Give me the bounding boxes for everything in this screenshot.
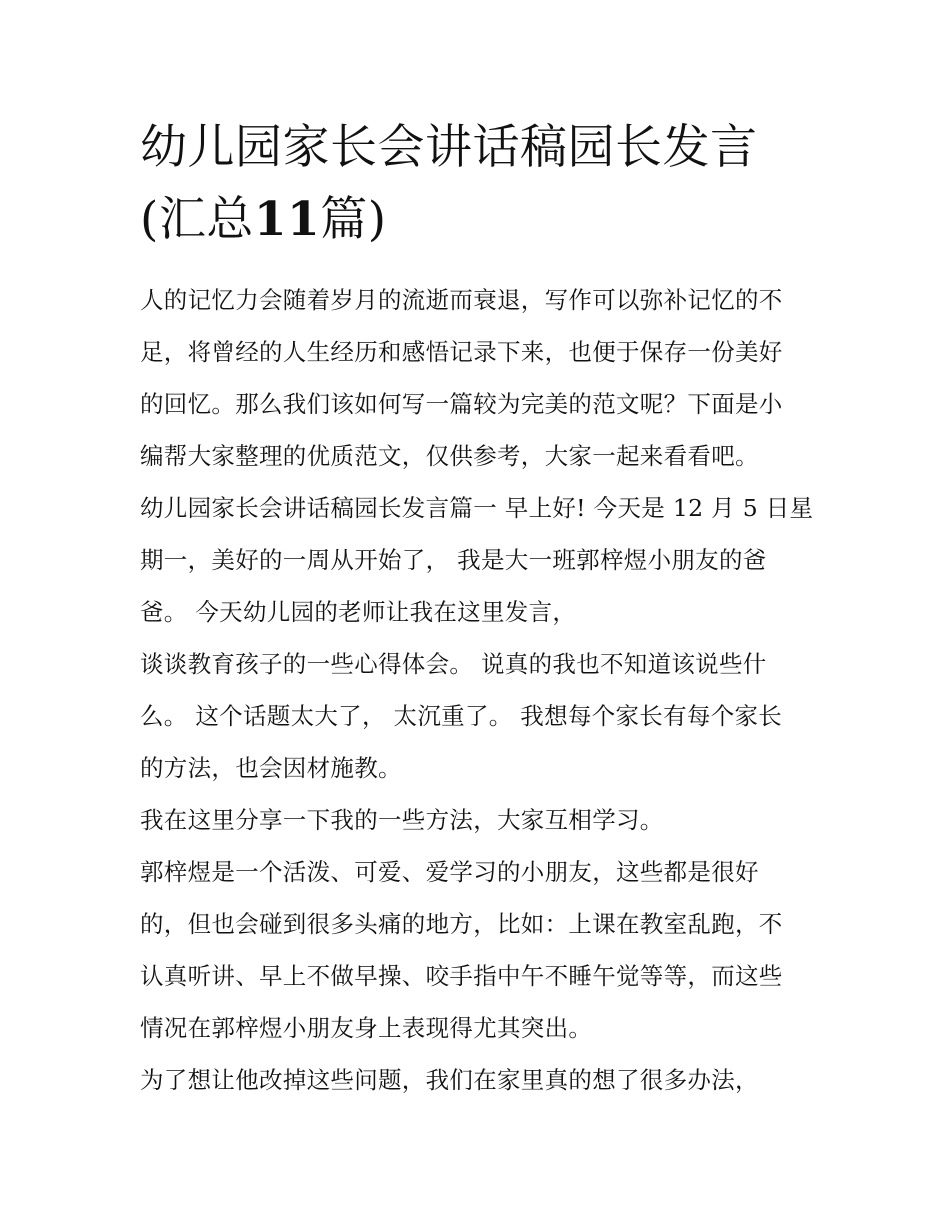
title-line-2 (140, 184, 820, 256)
body-line: 么。 这个话题太大了， 太沉重了。 我想每个家长有每个家长 (140, 702, 783, 730)
body-line: 的，但也会碰到很多头痛的地方，比如：上课在教室乱跑，不 (140, 910, 783, 938)
body-line: 郭梓煜是一个活泼、可爱、爱学习的小朋友，这些都是很好 (140, 858, 759, 886)
body-line: 人的记忆力会随着岁月的流逝而衰退，写作可以弥补记忆的不 (140, 286, 783, 314)
title-line-1: 幼儿园家长会讲话稿园长发言 (140, 120, 758, 175)
body-line: 的回忆。那么我们该如何写一篇较为完美的范文呢？下面是小 (140, 390, 783, 418)
body-line: 幼儿园家长会讲话稿园长发言篇一 早上好! 今天是 12 月 5 日星 (140, 494, 814, 522)
body-line: 爸。 今天幼儿园的老师让我在这里发言， (140, 598, 577, 626)
body-line: 情况在郭梓煜小朋友身上表现得尤其突出。 (140, 1014, 593, 1042)
document-page (140, 112, 820, 1106)
body-line: 编帮大家整理的优质范文，仅供参考，大家一起来看看吧。 (140, 442, 759, 470)
title-open: (汇总 (140, 192, 254, 247)
body-line: 为了想让他改掉这些问题，我们在家里真的想了很多办法， (140, 1066, 759, 1094)
title-count: 11 (253, 192, 321, 247)
body-line: 足，将曾经的人生经历和感悟记录下来，也便于保存一份美好 (140, 338, 783, 366)
document-body (140, 274, 820, 1106)
body-line: 谈谈教育孩子的一些心得体会。 说真的我也不知道该说些什 (140, 650, 767, 678)
title-close: 篇) (320, 192, 387, 247)
document-title (140, 112, 820, 256)
body-line: 期一，美好的一周从开始了， 我是大一班郭梓煜小朋友的爸 (140, 546, 767, 574)
body-line: 我在这里分享一下我的一些方法，大家互相学习。 (140, 806, 664, 834)
body-line: 的方法，也会因材施教。 (140, 754, 402, 782)
body-line: 认真听讲、早上不做早操、咬手指中午不睡午觉等等，而这些 (140, 962, 783, 990)
